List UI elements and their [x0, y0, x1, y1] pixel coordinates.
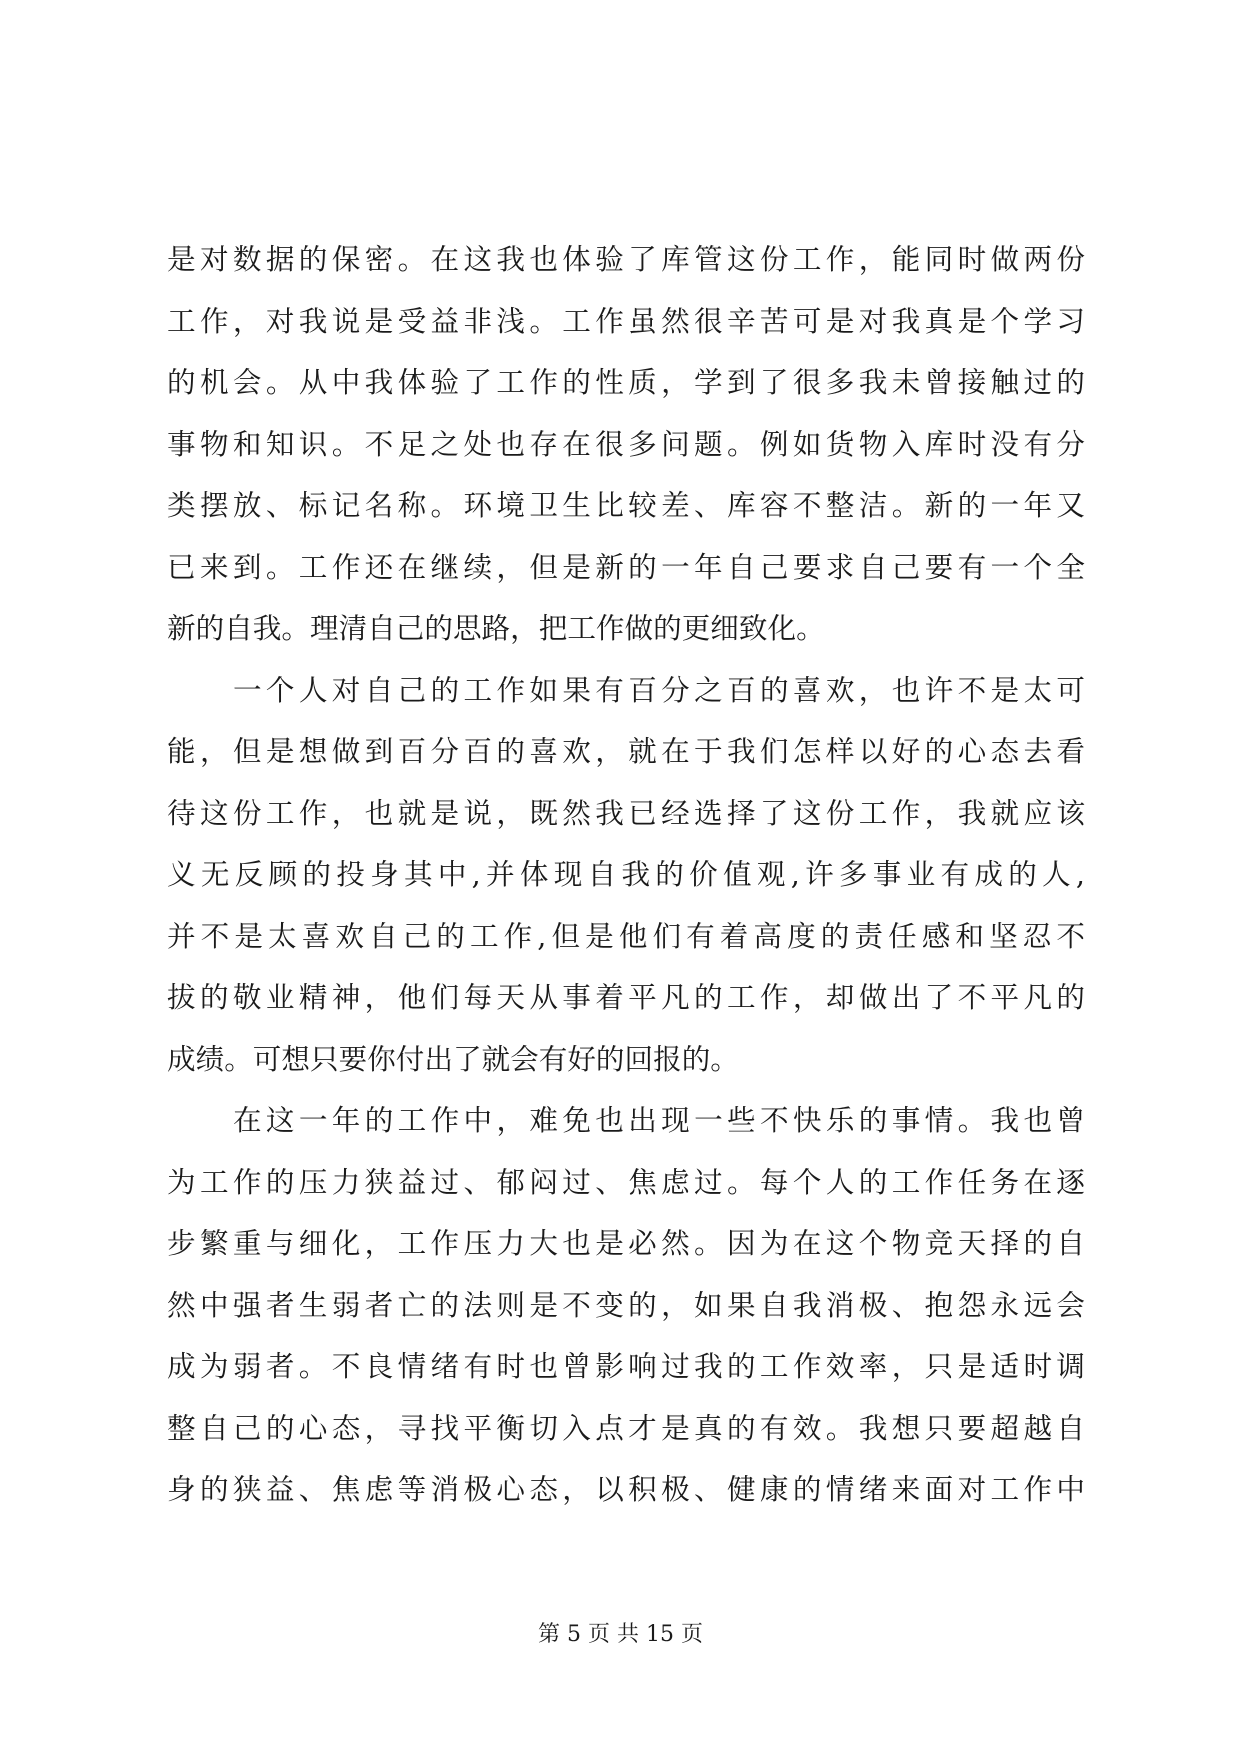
text-line: 类摆放、标记名称。环境卫生比较差、库容不整洁。新的一年又	[167, 488, 1085, 522]
paragraph-2	[167, 660, 1085, 1091]
page-footer	[0, 1620, 1241, 1650]
text-line: 事物和知识。不足之处也存在很多问题。例如货物入库时没有分	[167, 426, 1085, 461]
text-line: 在这一年的工作中，难免也出现一些不快乐的事情。我也曾	[233, 1103, 1085, 1137]
text-line: 工作，对我说是受益非浅。工作虽然很辛苦可是对我真是个学习	[167, 303, 1085, 338]
text-line: 新的自我。理清自己的思路，把工作做的更细致化。	[167, 611, 825, 645]
text-line: 成为弱者。不良情绪有时也曾影响过我的工作效率，只是适时调	[167, 1349, 1085, 1383]
text-line: 然中强者生弱者亡的法则是不变的，如果自我消极、抱怨永远会	[167, 1287, 1085, 1322]
text-line: 步繁重与细化，工作压力大也是必然。因为在这个物竞天择的自	[167, 1226, 1085, 1260]
page-number-label: 第 5 页 共 15 页	[538, 1622, 703, 1647]
text-line: 义无反顾的投身其中,并体现自我的价值观,许多事业有成的人,	[167, 857, 1085, 891]
text-line: 待这份工作，也就是说，既然我已经选择了这份工作，我就应该	[167, 795, 1085, 830]
paragraph-3	[167, 1090, 1085, 1521]
text-line: 并不是太喜欢自己的工作,但是他们有着高度的责任感和坚忍不	[167, 918, 1085, 953]
text-line: 整自己的心态，寻找平衡切入点才是真的有效。我想只要超越自	[167, 1410, 1085, 1445]
text-line: 是对数据的保密。在这我也体验了库管这份工作，能同时做两份	[167, 242, 1085, 276]
paragraph-1	[167, 229, 1085, 660]
text-line: 为工作的压力狭益过、郁闷过、焦虑过。每个人的工作任务在逐	[167, 1164, 1085, 1199]
text-line: 身的狭益、焦虑等消极心态，以积极、健康的情绪来面对工作中	[167, 1472, 1085, 1506]
text-line: 的机会。从中我体验了工作的性质，学到了很多我未曾接触过的	[167, 365, 1085, 399]
text-line: 已来到。工作还在继续，但是新的一年自己要求自己要有一个全	[167, 549, 1085, 584]
text-line: 一个人对自己的工作如果有百分之百的喜欢，也许不是太可	[233, 672, 1085, 707]
body-text	[167, 229, 1085, 1521]
text-line: 成绩。可想只要你付出了就会有好的回报的。	[167, 1041, 739, 1076]
text-line: 能，但是想做到百分百的喜欢，就在于我们怎样以好的心态去看	[167, 734, 1085, 768]
text-line: 拔的敬业精神，他们每天从事着平凡的工作，却做出了不平凡的	[167, 980, 1085, 1014]
